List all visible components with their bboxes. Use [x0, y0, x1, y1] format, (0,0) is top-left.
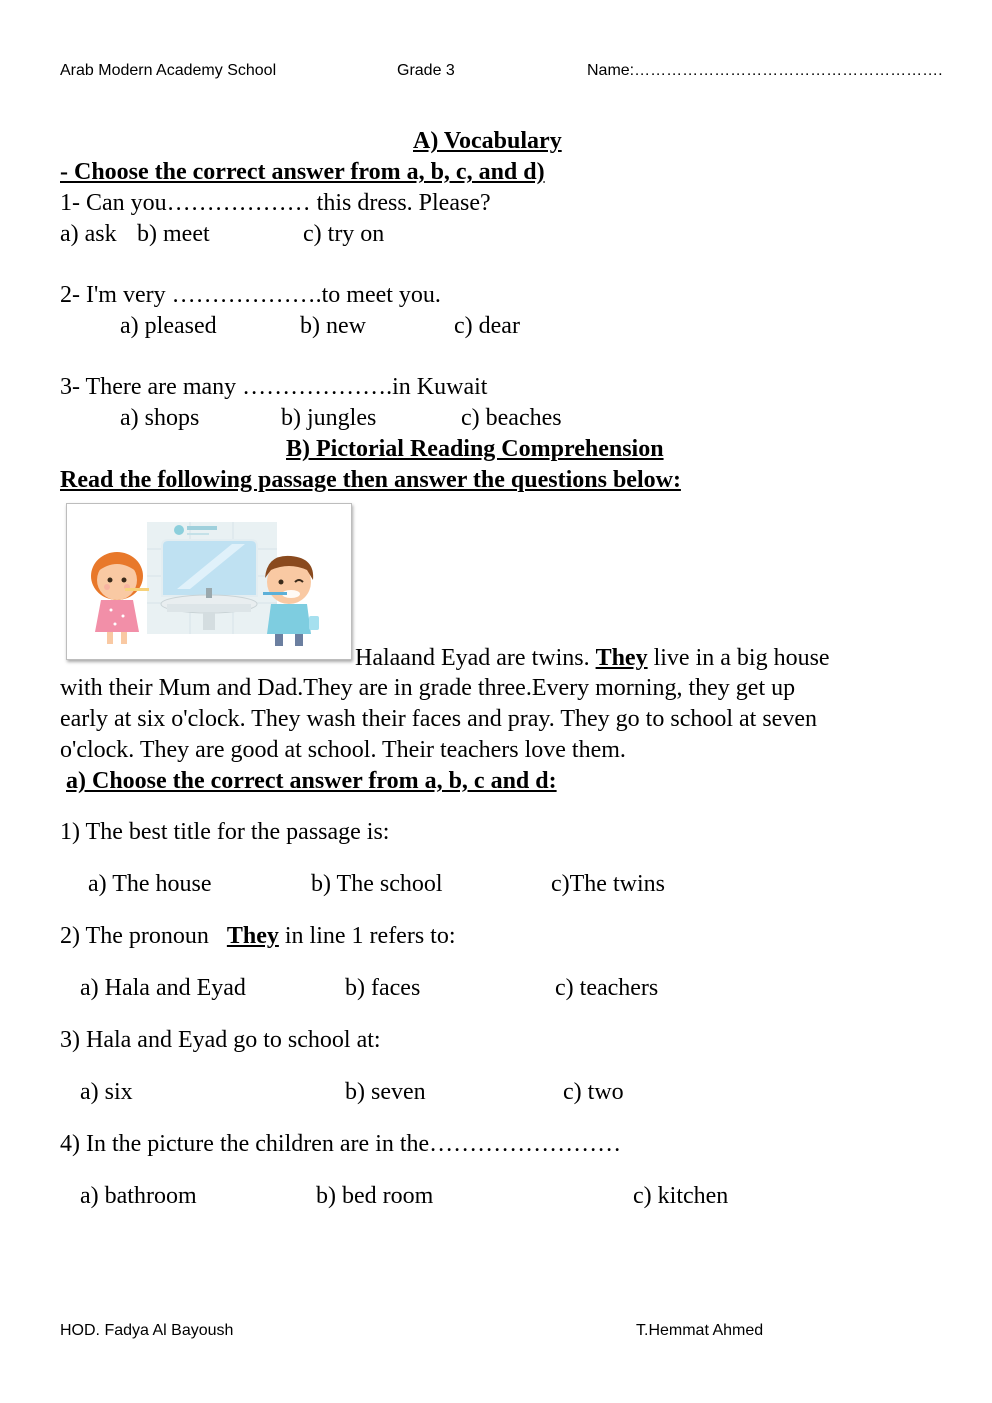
vocab-q2-option-c: c) dear [454, 313, 520, 339]
name-field: Name:…………………………………………………. [587, 62, 943, 79]
reading-q2-option-b: b) faces [345, 975, 421, 1001]
reading-q3-option-a: a) six [80, 1079, 133, 1105]
vocab-q3-stem: 3- There are many ……………….in Kuwait [60, 374, 488, 400]
reading-q3-stem: 3) Hala and Eyad go to school at: [60, 1027, 381, 1053]
reading-q2-stem [60, 923, 456, 950]
twins-brushing-teeth-illustration [67, 504, 351, 659]
passage-line-4: o'clock. They are good at school. Their teachers love them. [60, 737, 626, 763]
footer-hod: HOD. Fadya Al Bayoush [60, 1322, 234, 1339]
reading-q2-stem-end: in line 1 refers to: [284, 923, 456, 949]
passage-line-1-start: Halaand Eyad are twins. [355, 645, 590, 671]
reading-q4-stem: 4) In the picture the children are in the…………………… [60, 1131, 622, 1157]
reading-q2-option-a: a) Hala and Eyad [80, 975, 246, 1001]
vocab-q2-stem: 2- I'm very ……………….to meet you. [60, 282, 441, 308]
passage-they-highlight: They [595, 645, 648, 671]
vocab-q3-option-c: c) beaches [461, 405, 562, 431]
section-a-instruction: - Choose the correct answer from a, b, c, and d) [60, 159, 545, 185]
vocab-q1-stem: 1- Can you……………… this dress. Please? [60, 190, 491, 216]
section-a-title: A) Vocabulary [413, 128, 562, 154]
passage-picture [66, 503, 352, 660]
passage-line-1-end: live in a big house [653, 645, 830, 671]
passage-line-1 [355, 645, 830, 672]
reading-q4-option-a: a) bathroom [80, 1183, 197, 1209]
reading-q1-option-c: c)The twins [551, 871, 665, 897]
vocab-q2-option-b: b) new [300, 313, 366, 339]
passage-line-2: with their Mum and Dad.They are in grade three.Every morning, they get up [60, 675, 796, 701]
vocab-q3-option-b: b) jungles [281, 405, 377, 431]
grade-label: Grade 3 [397, 62, 455, 79]
reading-sub-instruction: a) Choose the correct answer from a, b, c and d: [66, 768, 557, 794]
school-name: Arab Modern Academy School [60, 62, 277, 79]
vocab-q3-option-a: a) shops [120, 405, 200, 431]
section-b-title: B) Pictorial Reading Comprehension [286, 436, 664, 462]
vocab-q2-option-a: a) pleased [120, 313, 217, 339]
reading-q4-option-c: c) kitchen [633, 1183, 729, 1209]
reading-q1-option-b: b) The school [311, 871, 443, 897]
vocab-q1-option-c: c) try on [303, 221, 385, 247]
reading-q2-stem-start: 2) The pronoun [60, 923, 209, 949]
reading-q2-option-c: c) teachers [555, 975, 659, 1001]
reading-q4-option-b: b) bed room [316, 1183, 434, 1209]
passage-line-3: early at six o'clock. They wash their faces and pray. They go to school at seven [60, 706, 817, 732]
reading-q3-option-b: b) seven [345, 1079, 426, 1105]
section-b-instruction: Read the following passage then answer the questions below: [60, 467, 681, 493]
reading-q1-option-a: a) The house [88, 871, 212, 897]
vocab-q1-option-a: a) ask [60, 221, 117, 247]
reading-q3-option-c: c) two [563, 1079, 624, 1105]
reading-q2-they-highlight: They [226, 923, 279, 949]
vocab-q1-option-b: b) meet [137, 221, 210, 247]
reading-q1-stem: 1) The best title for the passage is: [60, 819, 390, 845]
footer-teacher: T.Hemmat Ahmed [636, 1322, 764, 1339]
